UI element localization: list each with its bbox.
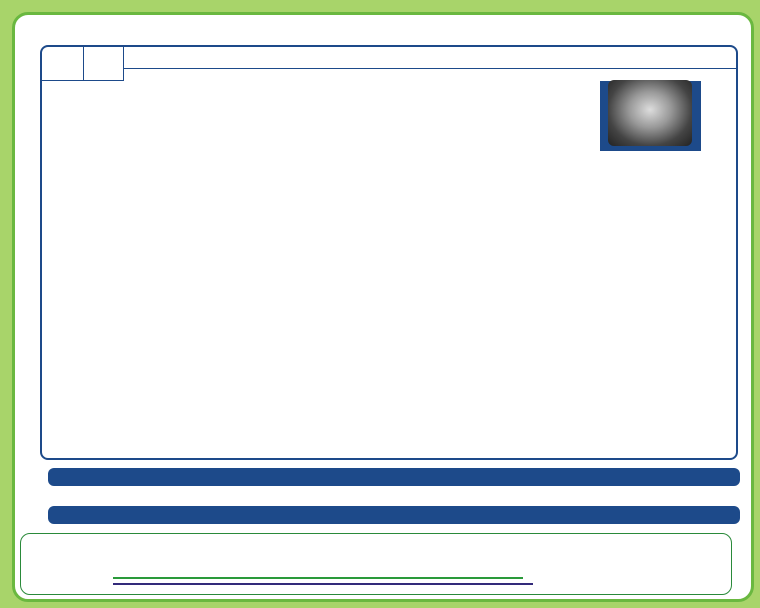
header-periods <box>42 47 84 81</box>
electrochemical-series-panel <box>20 533 732 595</box>
arrow-right-icon <box>113 583 533 585</box>
arrow-left-icon <box>113 577 523 579</box>
groups-heading <box>124 47 738 69</box>
actinides-row <box>48 506 740 524</box>
mendeleev-portrait <box>608 80 692 146</box>
lanthanides-row <box>48 468 740 486</box>
periodic-table <box>40 45 738 460</box>
header-rows <box>84 47 124 81</box>
